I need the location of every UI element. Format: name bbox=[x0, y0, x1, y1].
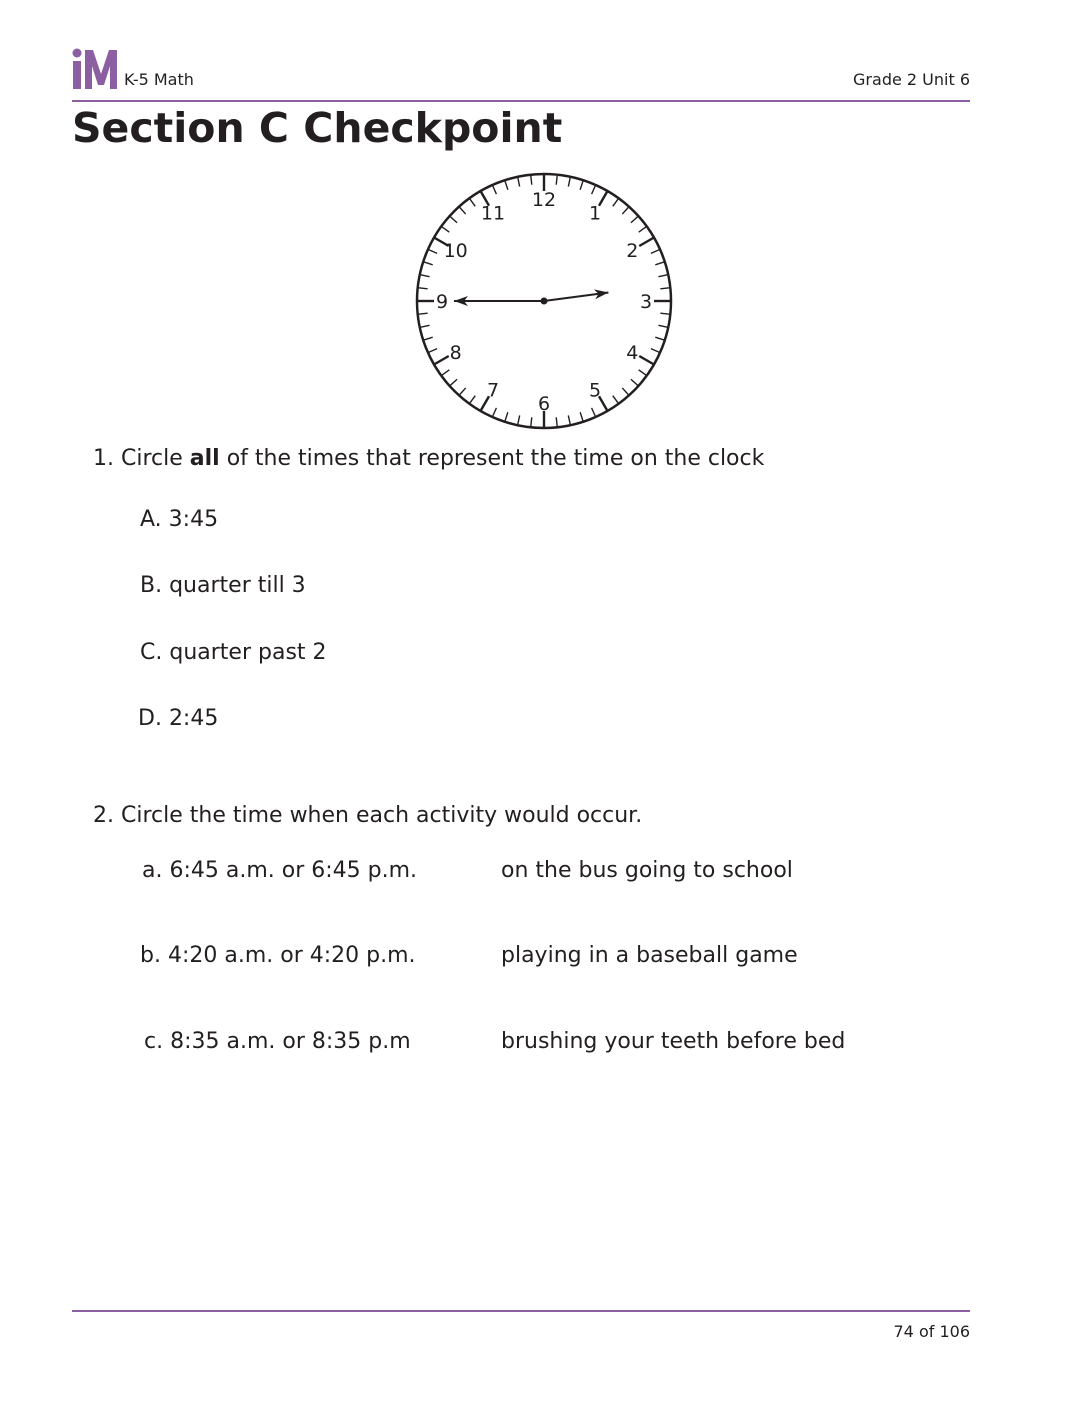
minute-tick bbox=[505, 412, 508, 421]
minute-tick bbox=[580, 181, 583, 190]
question-1-number: 1. bbox=[93, 446, 114, 471]
minute-tick bbox=[450, 379, 457, 385]
minute-tick bbox=[518, 178, 520, 187]
minute-tick bbox=[622, 207, 628, 214]
row-a-activity: on the bus going to school bbox=[501, 858, 793, 883]
minute-tick bbox=[531, 417, 532, 426]
minute-tick bbox=[424, 337, 433, 340]
minute-tick bbox=[460, 207, 466, 214]
clock-numeral: 9 bbox=[435, 291, 449, 313]
hour-hand bbox=[544, 289, 608, 301]
question-2-number: 2. bbox=[93, 803, 114, 828]
grade-unit-label: Grade 2 Unit 6 bbox=[853, 70, 970, 89]
row-times: 4:20 a.m. or 4:20 p.m. bbox=[167, 943, 416, 968]
minute-tick bbox=[470, 199, 475, 206]
clock-numeral: 11 bbox=[480, 202, 506, 225]
page-title: Section C Checkpoint bbox=[72, 104, 563, 152]
clock-numeral: 1 bbox=[588, 202, 602, 225]
option-text: quarter till 3 bbox=[169, 573, 306, 598]
question-1-bold-word: all bbox=[189, 446, 220, 471]
minute-tick bbox=[556, 417, 557, 426]
clock-numeral: 7 bbox=[486, 379, 500, 402]
row-a-times[interactable] bbox=[142, 858, 417, 883]
minute-tick bbox=[429, 349, 437, 353]
minute-tick bbox=[460, 388, 466, 395]
question-1-prefix: Circle bbox=[121, 446, 183, 471]
minute-tick bbox=[450, 217, 457, 223]
minute-tick bbox=[660, 288, 669, 289]
hour-tick bbox=[435, 356, 449, 364]
minute-tick bbox=[419, 313, 428, 314]
footer-divider bbox=[72, 1310, 970, 1312]
clock-numeral: 10 bbox=[443, 240, 468, 262]
minute-tick bbox=[568, 415, 570, 424]
row-letter: a. bbox=[142, 858, 163, 883]
option-letter: C. bbox=[140, 640, 163, 665]
minute-tick bbox=[493, 408, 497, 416]
option-text: quarter past 2 bbox=[169, 640, 327, 665]
question-2-text: Circle the time when each activity would occur. bbox=[121, 803, 643, 828]
minute-tick bbox=[655, 337, 664, 340]
minute-tick bbox=[658, 325, 667, 327]
minute-tick bbox=[505, 181, 508, 190]
minute-tick bbox=[531, 176, 532, 185]
page-number: 74 of 106 bbox=[893, 1322, 970, 1341]
option-text: 3:45 bbox=[168, 507, 219, 532]
row-b-activity: playing in a baseball game bbox=[501, 943, 798, 968]
minute-tick bbox=[639, 370, 646, 375]
row-letter: b. bbox=[140, 943, 161, 968]
clock-numeral: 12 bbox=[531, 189, 557, 211]
minute-tick bbox=[658, 275, 667, 277]
question-2 bbox=[93, 803, 642, 828]
question-1 bbox=[93, 446, 764, 471]
clock-numeral: 3 bbox=[639, 291, 653, 313]
minute-tick bbox=[556, 176, 557, 185]
minute-tick bbox=[421, 325, 430, 327]
minute-tick bbox=[613, 396, 618, 403]
minute-tick bbox=[613, 199, 618, 206]
question-1-suffix: of the times that represent the time on the clock bbox=[226, 446, 765, 471]
row-c-activity: brushing your teeth before bed bbox=[501, 1029, 846, 1054]
brand-label: K-5 Math bbox=[124, 70, 194, 89]
minute-tick bbox=[592, 186, 596, 194]
minute-tick bbox=[631, 217, 638, 223]
option-text: 2:45 bbox=[168, 706, 219, 731]
clock-numeral: 2 bbox=[626, 240, 639, 262]
minute-tick bbox=[442, 227, 449, 232]
option-letter: D. bbox=[138, 706, 162, 731]
minute-tick bbox=[580, 412, 583, 421]
minute-tick bbox=[631, 379, 638, 385]
row-c-times[interactable] bbox=[144, 1029, 411, 1054]
option-c[interactable] bbox=[140, 640, 327, 665]
minute-tick bbox=[442, 370, 449, 375]
minute-tick bbox=[660, 313, 669, 314]
clock-numeral: 6 bbox=[537, 393, 551, 415]
minute-tick bbox=[470, 396, 475, 403]
minute-tick bbox=[568, 178, 570, 187]
analog-clock bbox=[414, 171, 674, 431]
minute-hand bbox=[454, 296, 544, 306]
option-letter: A. bbox=[140, 507, 162, 532]
option-letter: B. bbox=[140, 573, 163, 598]
clock-numeral: 8 bbox=[449, 342, 462, 364]
clock-numeral: 4 bbox=[626, 342, 639, 364]
minute-tick bbox=[592, 408, 596, 416]
clock-numeral: 5 bbox=[588, 379, 602, 402]
option-d[interactable] bbox=[138, 706, 218, 731]
minute-tick bbox=[651, 250, 659, 254]
minute-tick bbox=[639, 227, 646, 232]
minute-tick bbox=[419, 288, 428, 289]
minute-tick bbox=[622, 388, 628, 395]
minute-tick bbox=[429, 250, 437, 254]
header-divider bbox=[72, 100, 970, 102]
option-a[interactable] bbox=[140, 507, 218, 532]
page-header bbox=[72, 44, 970, 102]
hour-tick bbox=[639, 238, 653, 246]
im-logo bbox=[72, 48, 118, 90]
clock-hands bbox=[454, 289, 608, 306]
minute-tick bbox=[493, 186, 497, 194]
row-letter: c. bbox=[144, 1029, 164, 1054]
clock-center bbox=[541, 298, 548, 305]
row-times: 6:45 a.m. or 6:45 p.m. bbox=[169, 858, 418, 883]
minute-tick bbox=[518, 415, 520, 424]
hour-tick bbox=[639, 356, 653, 364]
option-b[interactable] bbox=[140, 573, 306, 598]
minute-tick bbox=[421, 275, 430, 277]
row-times: 8:35 a.m. or 8:35 p.m bbox=[170, 1029, 411, 1054]
row-b-times[interactable] bbox=[140, 943, 416, 968]
minute-tick bbox=[655, 262, 664, 265]
minute-tick bbox=[424, 262, 433, 265]
minute-tick bbox=[651, 349, 659, 353]
